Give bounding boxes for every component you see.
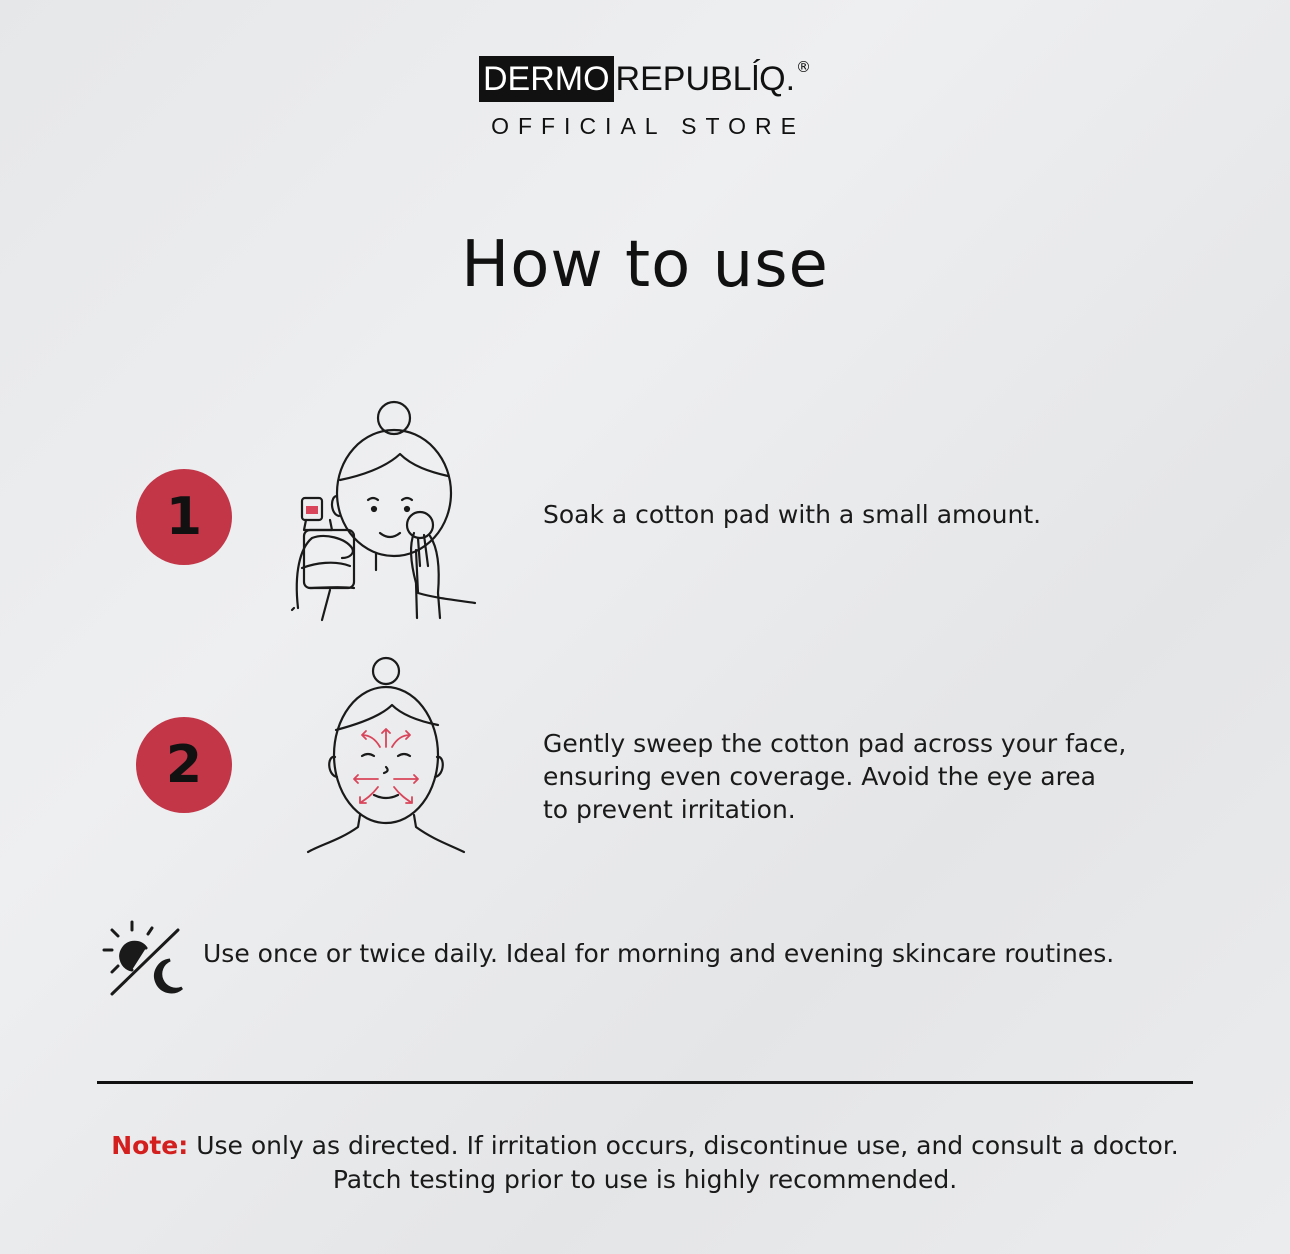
page-title: How to use: [461, 228, 829, 302]
face-massage-illustration: [300, 655, 475, 860]
step-2-text-line-2: ensuring even coverage. Avoid the eye area: [543, 762, 1097, 791]
step-2-text-line-3: to prevent irritation.: [543, 795, 796, 824]
note-line-1: [0, 1129, 1290, 1163]
store-label: OFFICIAL STORE: [491, 113, 805, 139]
step-1-text: Soak a cotton pad with a small amount.: [543, 500, 1042, 529]
frequency-text: Use once or twice daily. Ideal for morning and evening skincare routines.: [203, 939, 1115, 968]
step-2-badge: 2: [136, 717, 232, 813]
note-text-1: Use only as directed. If irritation occurs, discontinue use, and consult a doctor.: [196, 1131, 1179, 1160]
note-line-2: Patch testing prior to use is highly recommended.: [332, 1165, 958, 1194]
divider: [97, 1081, 1193, 1084]
logo-registered-mark: ®: [796, 58, 812, 76]
step-2-text-line-1: Gently sweep the cotton pad across your face,: [543, 729, 1127, 758]
logo-box-text: DERMO: [479, 56, 614, 102]
note: [0, 1129, 1290, 1197]
step-1-badge: 1: [136, 469, 232, 565]
cotton-pad-face-illustration: [290, 398, 480, 623]
day-night-icon: [100, 920, 188, 1000]
logo-rest-text: REPUBLĺQ.: [615, 59, 796, 98]
note-label: Note:: [111, 1131, 189, 1160]
step-2-text: [543, 727, 1126, 826]
brand-logo: [0, 56, 1290, 102]
